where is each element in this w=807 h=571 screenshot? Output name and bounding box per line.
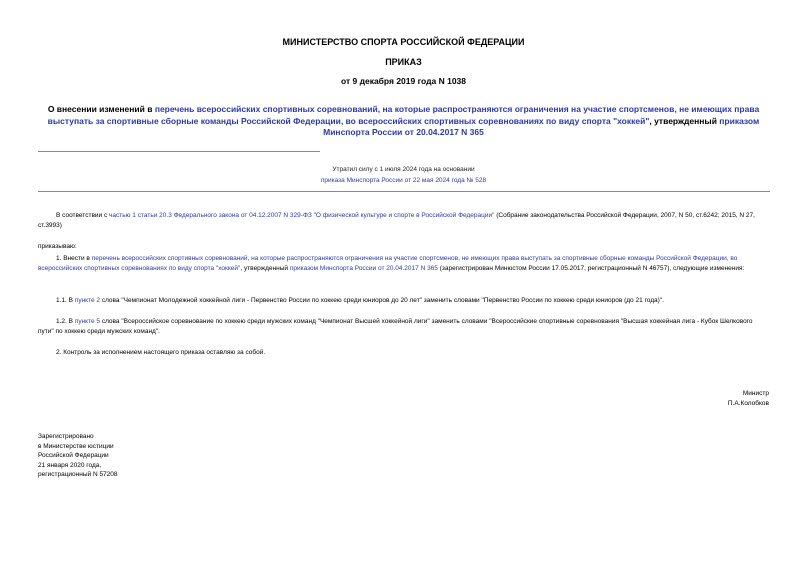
item-1-2: [38, 317, 770, 337]
document-subject: [30, 104, 777, 139]
item-1-prefix: 1. Внести в: [56, 255, 92, 262]
status-note-line1: Утратил силу с 1 июля 2024 года на основании: [332, 166, 475, 173]
signature-name: П.А.Колобков: [727, 400, 769, 407]
signature-title: Министр: [742, 390, 769, 397]
preamble-prefix: В соответствии с: [56, 212, 110, 219]
order-word: приказываю:: [38, 243, 77, 250]
separator-long: [38, 191, 770, 192]
subject-prefix: О внесении изменений в: [47, 104, 155, 114]
doc-type-heading: ПРИКАЗ: [385, 57, 422, 67]
item-1-1: [38, 296, 770, 306]
ministry-heading: МИНИСТЕРСТВО СПОРТА РОССИЙСКОЙ ФЕДЕРАЦИИ: [282, 37, 525, 47]
registration-line: Зарегистрировано: [38, 433, 94, 440]
preamble-paragraph: [38, 211, 770, 231]
item-1-1-prefix: 1.1. В: [56, 297, 75, 304]
item-2: 2. Контроль за исполнением настоящего приказа оставляю за собой.: [56, 349, 266, 356]
subject-order-link[interactable]: приказом Минспорта России от 20.04.2017 N 365: [323, 115, 760, 137]
status-note-line2: [40, 177, 767, 184]
federal-law-link[interactable]: частью 1 статьи 20.3 Федерального закона от 04.12.2007 N 329-ФЗ "О физической культуре и спорте в Российской Федерации": [109, 212, 495, 219]
item-1-middle: , утвержденный: [240, 265, 290, 272]
registration-line: Российской Федерации: [38, 452, 109, 459]
item-1-1-suffix: слова "Чемпионат Молодежной хоккейной лиги - Первенство России по хоккею среди юниоров до 20 лет" заменить словами "Первенство России по хоккею среди юниоров (до 21 года)".: [100, 297, 664, 304]
registration-block: [38, 432, 118, 480]
point-2-link[interactable]: пункте 2: [74, 297, 101, 304]
registration-line: 21 января 2020 года,: [38, 461, 102, 469]
item-1-2-suffix: слова "Всероссийское соревнование по хоккею среди мужских команд "Чемпионат Высшей хоккейной лиги" заменить словами "Всероссийские спортивные соревнования "Высшая хоккейная лига - Кубок Шелкового пути" по хоккею среди мужских команд".: [38, 318, 753, 335]
registration-line: в Министерстве юстиции: [38, 442, 114, 450]
date-number-heading: от 9 декабря 2019 года N 1038: [340, 76, 467, 86]
registration-line: регистрационный N 57208: [38, 471, 118, 478]
separator-short: [38, 151, 320, 152]
preamble-suffix: (Собрание законодательства Российской Федерации, 2007, N 50, ст.6242; 2015, N 27, ст.3993): [38, 212, 755, 229]
subject-middle: , утвержденный: [649, 115, 720, 126]
item-1: [38, 254, 770, 274]
item-1-2-prefix: 1.2. В: [56, 318, 75, 325]
item-1-list-link[interactable]: перечень всероссийских спортивных соревнований, на которые распространяются ограничения на участие спортсменов, не имеющих права выступать за спортивные сборные команды Российской Федерации, во всероссийских спортивных соревнованиях по виду спорта "хоккей": [38, 255, 738, 272]
subject-list-link[interactable]: перечень всероссийских спортивных соревнований, на которые распространяются ограничения на участие спортсменов, не имеющих права выступать за спортивные сборные команды Российской Федерации, во всероссийских спортивных соревнованиях по виду спорта "хоккей": [47, 104, 760, 126]
repeal-order-link[interactable]: приказа Минспорта России от 22 мая 2024 года № 528: [320, 177, 487, 184]
item-1-order-link[interactable]: приказом Минспорта России от 20.04.2017 N 365: [289, 265, 438, 272]
point-5-link[interactable]: пункте 5: [74, 318, 101, 325]
signature-block: [728, 389, 769, 409]
item-1-suffix: (зарегистрирован Минюстом России 17.05.2017, регистрационный N 46757), следующие изменения:: [437, 265, 745, 272]
